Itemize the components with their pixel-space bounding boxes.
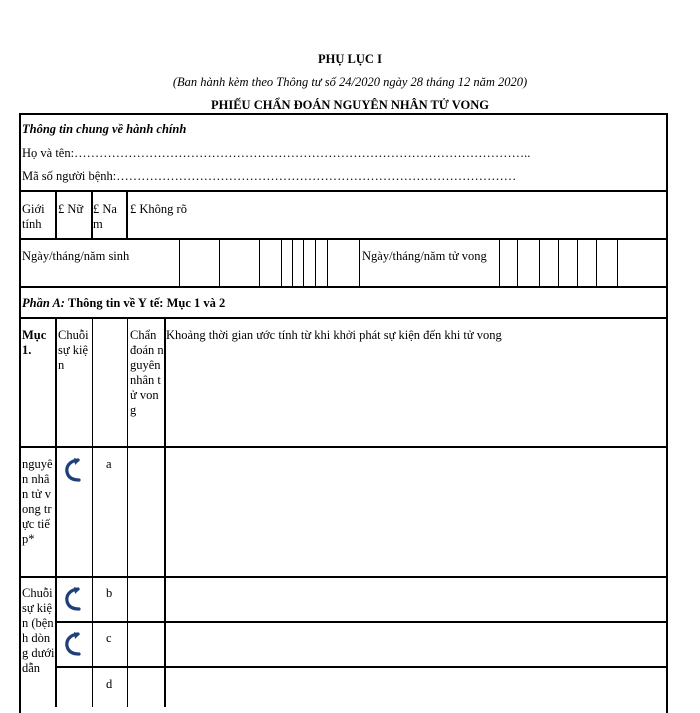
table-divider-diagnosis [164, 317, 166, 707]
gender-unknown-checkbox[interactable]: £ Không rõ [130, 202, 187, 216]
col-section-header: Mục 1. [22, 328, 47, 357]
rule-row-a-bottom [19, 576, 668, 578]
date-cell-divider [617, 238, 618, 286]
form-title: PHIẾU CHẨN ĐOÁN NGUYÊN NHÂN TỬ VONG [210, 98, 489, 112]
table-divider-chain [92, 317, 93, 707]
part-a-title-prefix: Phần A: [22, 296, 65, 310]
appendix-subtitle: (Ban hành kèm theo Thông tư số 24/2020 ngày 28 tháng 12 năm 2020) [172, 75, 528, 89]
date-cell-divider [281, 238, 282, 286]
row-letter-d: d [106, 677, 113, 691]
date-cell-divider [499, 238, 500, 286]
date-cell-divider [327, 238, 328, 286]
rule-part-a-bottom [19, 317, 668, 319]
date-cell-divider [596, 238, 597, 286]
gender-label: Giới tính [22, 202, 45, 231]
date-cell-divider [539, 238, 540, 286]
curved-arrow-icon [63, 457, 85, 483]
row-chain-label: Chuỗi sự kiện (bệnh dòng dưới dẫn [22, 586, 55, 675]
row-letter-c: c [106, 631, 112, 645]
col-interval-header: Khoảng thời gian ước tính từ khi khởi phát sự kiện đến khi tử vong [166, 328, 502, 342]
gender-female-checkbox[interactable]: £ Nữ [58, 202, 84, 216]
part-a-title-rest: Thông tin về Y tế: Mục 1 và 2 [64, 296, 226, 310]
date-cell-divider [359, 238, 360, 286]
part-a-title [22, 296, 225, 311]
curved-arrow-icon [63, 631, 85, 657]
death-date-label: Ngày/tháng/năm tử vong [362, 249, 487, 263]
rule-table-header-bottom [19, 446, 668, 448]
date-cell-divider [303, 238, 304, 286]
col-diagnosis-header: Chẩn đoán nguyên nhân tử vong [130, 328, 164, 417]
patient-id-field[interactable]: Mã số người bệnh:…………………………………………………………………………………… [22, 169, 517, 183]
date-cell-divider [259, 238, 260, 286]
date-cell-divider [577, 238, 578, 286]
table-divider-letter [127, 317, 128, 707]
table-divider-section [55, 317, 57, 707]
gender-divider-3 [126, 190, 128, 238]
birth-date-label: Ngày/tháng/năm sinh [22, 249, 130, 263]
date-cell-divider [219, 238, 220, 286]
rule-dates-bottom [19, 286, 668, 288]
gender-male-checkbox[interactable]: £ Nam [93, 202, 117, 231]
admin-section-title: Thông tin chung về hành chính [22, 122, 187, 136]
rule-gender-bottom [19, 238, 668, 240]
curved-arrow-icon [63, 586, 85, 612]
date-cell-divider [292, 238, 293, 286]
rule-row-b-bottom [56, 621, 668, 623]
date-cell-divider [179, 238, 180, 286]
row-direct-cause-label: nguyên nhân tử vong trực tiếp* [22, 457, 53, 546]
date-cell-divider [315, 238, 316, 286]
rule-admin-bottom [19, 190, 668, 192]
date-cell-divider [517, 238, 518, 286]
gender-divider-1 [55, 190, 57, 238]
row-letter-a: a [106, 457, 112, 471]
appendix-title: PHỤ LỤC I [318, 52, 382, 66]
col-chain-header: Chuỗi sự kiện [58, 328, 89, 372]
date-cell-divider [558, 238, 559, 286]
rule-row-c-bottom [56, 666, 668, 668]
row-letter-b: b [106, 586, 113, 600]
patient-name-field[interactable]: Họ và tên:……………………………………………………………………………………………….. [22, 146, 531, 160]
